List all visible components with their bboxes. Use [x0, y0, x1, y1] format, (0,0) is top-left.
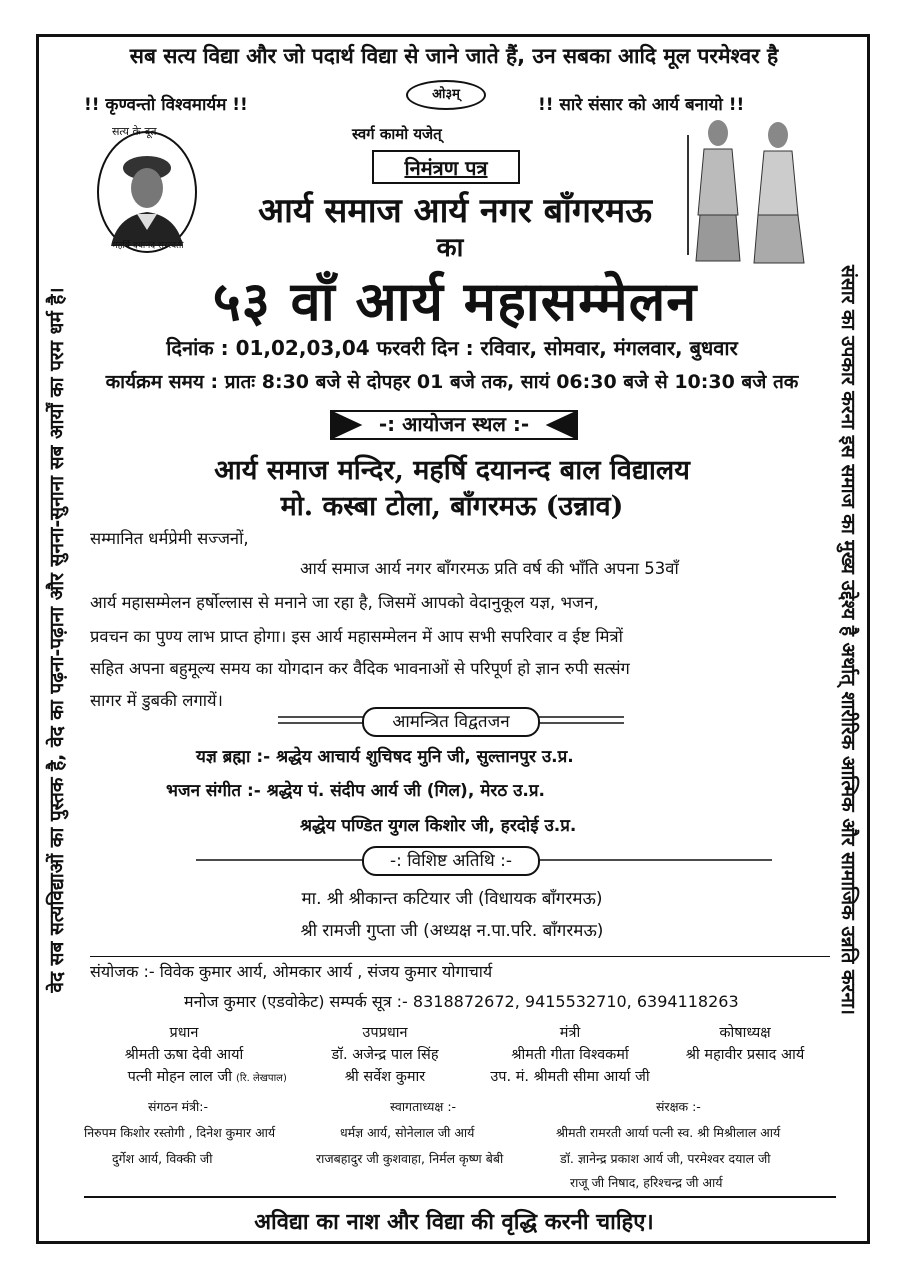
- portrait-caption-bottom: महर्षि दयानंद सरस्वती: [112, 241, 184, 251]
- swagat-members-1: धर्मज्ञ आर्य, सोनेलाल जी आर्य: [340, 1125, 475, 1140]
- sanrakshak-members-1: श्रीमती रामरती आर्या पत्नी स्व. श्री मिश्रीलाल आर्य: [556, 1125, 781, 1140]
- yagya-brahma: यज्ञ ब्रह्मा :- श्रद्धेय आचार्य शुचिषद मुनि जी, सुल्तानपुर उ.प्र.: [196, 747, 574, 767]
- event-dates: दिनांक : 01,02,03,04 फरवरी दिन : रविवार, सोमवार, मंगलवार, बुधवार: [166, 336, 738, 360]
- contact: मनोज कुमार (एडवोकेट) सम्पर्क सूत्र :- 8318872672, 9415532710, 6394118263: [184, 992, 739, 1011]
- office-note: (रि. लेखपाल): [236, 1073, 287, 1084]
- event-timing: कार्यक्रम समय : प्रातः 8:30 बजे से दोपहर 01 बजे तक, सायं 06:30 बजे से 10:30 बजे तक: [105, 371, 799, 393]
- convener-divider: [90, 956, 830, 957]
- bhajan-sangeet: भजन संगीत :- श्रद्धेय पं. संदीप आर्य जी (गिल), मेरठ उ.प्र.: [166, 781, 546, 801]
- left-side-text: वेद सब सत्यविद्याओं का पुस्तक है, वेद का पढ़ना-पढ़ाना और सुनना-सुनाना सब आर्यों का परम धर्म है।: [46, 287, 68, 993]
- office-title: मंत्री: [559, 1025, 581, 1041]
- office-holder-2: उप. मं. श्रीमती सीमा आर्या जी: [490, 1069, 650, 1085]
- bottom-banner: अविद्या का नाश और विद्या की वृद्धि करनी चाहिए।: [254, 1210, 654, 1235]
- office-holder: श्रीमती ऊषा देवी आर्या: [124, 1047, 244, 1063]
- bottom-divider: [84, 1196, 836, 1198]
- right-side-text: संसार का उपकार करना इस समाज का मुख्य उद्देश्य है अर्थात् शारीरिक आत्मिक और सामाजिक उन्नति करना।: [837, 265, 859, 1015]
- slogan-right: !! सारे संसार को आर्य बनायो !!: [538, 95, 745, 115]
- venue-label: -: आयोजन स्थल :-: [378, 412, 530, 436]
- event-title: ५३ वाँ आर्य महासम्मेलन: [212, 269, 698, 333]
- office-title: प्रधान: [169, 1025, 199, 1041]
- invitation-label-text: निमंत्रण पत्र: [404, 156, 488, 180]
- convener: संयोजक :- विवेक कुमार आर्य, ओमकार आर्य , संजय कुमार योगाचार्य: [90, 962, 493, 981]
- office-title: कोषाध्यक्ष: [719, 1025, 771, 1041]
- office-holder: श्रीमती गीता विश्वकर्मा: [511, 1047, 629, 1063]
- office-holder: डॉ. अजेन्द्र पाल सिंह: [331, 1047, 439, 1063]
- sangathan-members-1: निरुपम किशोर रस्तोगी , दिनेश कुमार आर्य: [84, 1125, 276, 1140]
- paragraph-line: प्रवचन का पुण्य लाभ प्राप्त होगा। इस आर्य महासम्मेलन में आप सभी सपरिवार व ईष्ट मित्रों: [90, 627, 623, 646]
- paragraph-line: आर्य महासम्मेलन हर्षोल्लास से मनाने जा रहा है, जिसमें आपको वेदानुकूल यज्ञ, भजन,: [90, 593, 599, 612]
- greeting: सम्मानित धर्मप्रेमी सज्जनों,: [90, 529, 249, 548]
- paragraph-line: सागर में डुबकी लगायें।: [90, 691, 223, 710]
- invitation-label: [372, 150, 520, 184]
- special-guest-1: मा. श्री श्रीकान्त कटियार जी (विधायक बाँगरमऊ): [301, 889, 603, 909]
- sangathan-title: संगठन मंत्री:-: [148, 1099, 208, 1114]
- portrait-caption-top: सत्य के दूत: [112, 125, 157, 138]
- swagat-members-2: राजबहादुर जी कुशवाहा, निर्मल कृष्ण बेबी: [316, 1151, 504, 1166]
- paragraph-line: सहित अपना बहुमूल्य समय का योगदान कर वैदिक भावनाओं से परिपूर्ण हो ज्ञान रुपी सत्संग: [90, 659, 630, 678]
- venue-line-2: मो. कस्बा टोला, बाँगरमऊ (उन्नाव): [280, 491, 624, 522]
- special-guest-2: श्री रामजी गुप्ता जी (अध्यक्ष न.पा.परि. बाँगरमऊ): [300, 921, 604, 941]
- bhajan-sangeet-2: श्रद्धेय पण्डित युगल किशोर जी, हरदोई उ.प्र.: [300, 816, 577, 836]
- office-title: उपप्रधान: [362, 1025, 408, 1041]
- paragraph-line: आर्य समाज आर्य नगर बाँगरमऊ प्रति वर्ष की भाँति अपना 53वाँ: [300, 559, 679, 578]
- venue-line-1: आर्य समाज मन्दिर, महर्षि दयानन्द बाल विद्यालय: [214, 455, 690, 486]
- sanrakshak-title: संरक्षक :-: [656, 1099, 701, 1114]
- sanrakshak-members-3: राजू जी निषाद, हरिश्चन्द्र जी आर्य: [570, 1175, 723, 1190]
- scholars-label: आमन्त्रित विद्वतजन: [362, 707, 540, 737]
- om-emblem: ओ३म्: [406, 80, 486, 110]
- office-holder: श्री महावीर प्रसाद आर्य: [685, 1047, 805, 1063]
- organizer-name: आर्य समाज आर्य नगर बाँगरमऊ: [258, 191, 652, 231]
- ka-connector: का: [436, 233, 464, 263]
- svarga-verse: स्वर्ग कामो यजेत्: [352, 125, 442, 143]
- office-holder-2: पत्नी मोहन लाल जी: [127, 1069, 232, 1085]
- top-banner: सब सत्य विद्या और जो पदार्थ विद्या से जाने जाते हैं, उन सबका आदि मूल परमेश्वर है: [129, 44, 779, 68]
- guests-label: -: विशिष्ट अतिथि :-: [362, 846, 540, 876]
- slogan-left: !! कृण्वन्तो विश्वमार्यम !!: [84, 95, 248, 115]
- sangathan-members-2: दुर्गेश आर्य, विक्की जी: [112, 1151, 213, 1166]
- swagat-title: स्वागताध्यक्ष :-: [390, 1099, 457, 1114]
- sanrakshak-members-2: डॉ. ज्ञानेन्द्र प्रकाश आर्य जी, परमेश्वर दयाल जी: [560, 1151, 771, 1166]
- office-holder-2: श्री सर्वेश कुमार: [344, 1069, 426, 1085]
